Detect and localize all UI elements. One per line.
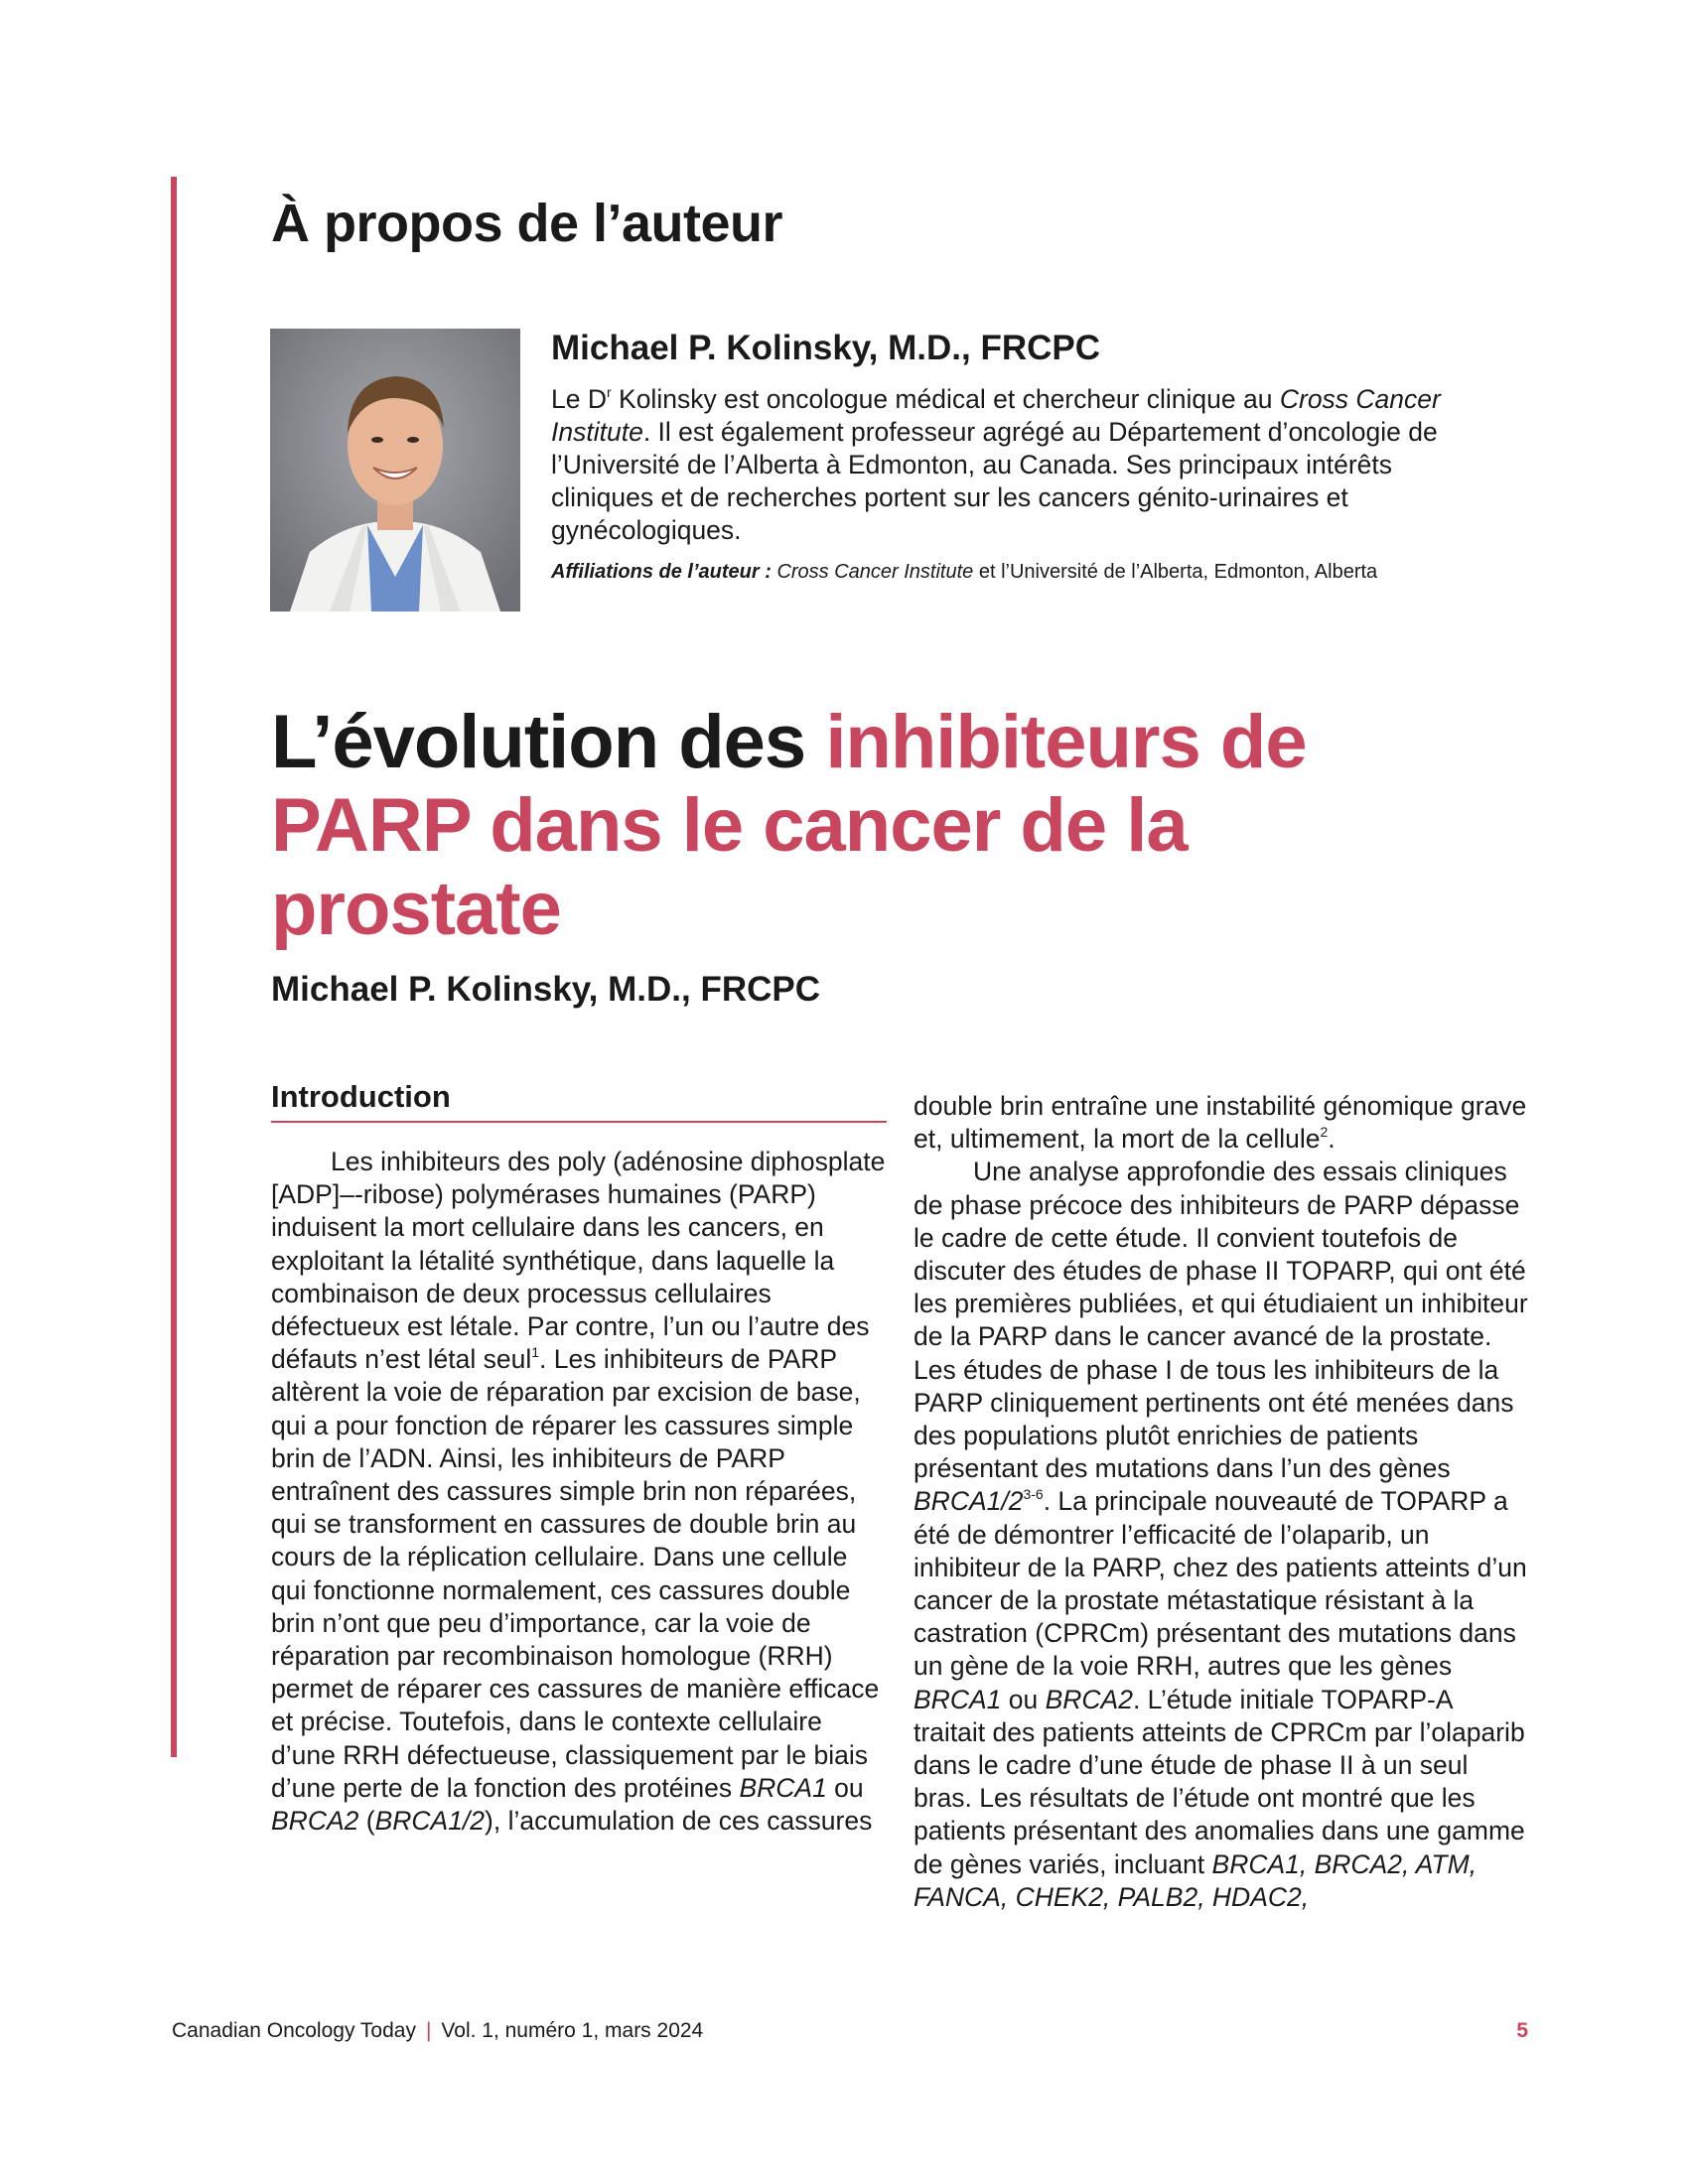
footer-separator: |	[425, 2019, 432, 2042]
article-title: L’évolution des inhibiteurs de PARP dans le cancer de la prostate	[271, 700, 1307, 951]
intro-paragraph-right-1: double brin entraîne une instabilité génomique grave et, ultimement, la mort de la cellule$^2$.	[914, 1091, 1527, 1155]
footer-journal-name: Canadian Oncology Today	[172, 2019, 416, 2042]
author-bio-block	[551, 328, 1544, 585]
footer-issue: Vol. 1, numéro 1, mars 2024	[441, 2019, 704, 2042]
left-column	[271, 1077, 887, 1838]
author-bio: Le $D^r$ Kolinsky est oncologue médical et chercheur clinique au Cross Cancer Institute. Il est également professeur agrégé au Département d’oncologie de l’Université de l’Alberta à Edmonton, au Canada. Ses principaux intérêts cliniques et de recherches portent sur les cancers génito-urinaires et gynécologiques.	[551, 384, 1441, 545]
about-heading: À propos de l’auteur	[271, 194, 783, 253]
author-affiliation: Affiliations de l’auteur : Cross Cancer Institute et l’Université de l’Alberta, Edmonton, Alberta	[551, 561, 1378, 583]
author-photo	[270, 329, 520, 612]
right-column	[914, 1090, 1529, 1914]
intro-paragraph-left: Les inhibiteurs des poly (adénosine diphosplate [ADP]–-ribose) polymérases humaines (PARP) induisent la mort cellulaire dans les cancers, en exploitant la létalité synthétique, dans laquelle la combinaison de deux processus cellulaires défectueux est létale. Par contre, l’un ou l’autre des défauts n’est létal seul$^1$. Les inhibiteurs de PARP altèrent la voie de réparation par excision de base, qui a pour fonction de réparer les cassures simple brin de l’ADN. Ainsi, les inhibiteurs de PARP entraînent des cassures simple brin non réparées, qui se transforment en cassures de double brin au cours de la réplication cellulaire. Dans une cellule qui fonctionne normalement, ces cassures double brin n’ont que peu d’importance, car la voie de réparation par recombinaison homologue (RRH) permet de réparer ces cassures de manière efficace et précise. Toutefois, dans le contexte cellulaire d’une RRH défectueuse, classiquement par le biais d’une perte de la fonction des protéines BRCA1 ou BRCA2 (BRCA1/2), l’accumulation de ces cassures	[271, 1147, 886, 1837]
page-footer	[172, 2013, 1528, 2049]
page-number: 5	[1516, 2019, 1528, 2042]
article-byline: Michael P. Kolinsky, M.D., FRCPC	[271, 970, 820, 1009]
intro-paragraph-right-2: Une analyse approfondie des essais cliniques de phase précoce des inhibiteurs de PARP dépasse le cadre de cette étude. Il convient toutefois de discuter des études de phase II TOPARP, qui ont été les premières publiées, et qui étudiaient un inhibiteur de la PARP dans le cancer avancé de la prostate. Les études de phase I de tous les inhibiteurs de la PARP cliniquement pertinents ont été menées dans des populations plutôt enrichies de patients présentant des mutations dans l’un des gènes BRCA1/2$^{3-6}$. La principale nouveauté de TOPARP a été de démontrer l’efficacité de l’olaparib, un inhibiteur de la PARP, chez des patients atteints d’un cancer de la prostate métastatique résistant à la castration (CPRCm) présentant des mutations dans un gène de la voie RRH, autres que les gènes BRCA1 ou BRCA2. L’étude initiale TOPARP-A traitait des patients atteints de CPRCm par l’olaparib dans le cadre d’une étude de phase II à un seul bras. Les résultats de l’étude ont montré que les patients présentant des anomalies dans une gamme de gènes variés, incluant BRCA1, BRCA2, ATM, FANCA, CHEK2, PALB2, HDAC2,	[914, 1157, 1528, 1912]
author-name: Michael P. Kolinsky, M.D., FRCPC	[551, 329, 1100, 367]
accent-bar	[171, 177, 177, 1757]
section-title-introduction: Introduction	[271, 1077, 887, 1123]
